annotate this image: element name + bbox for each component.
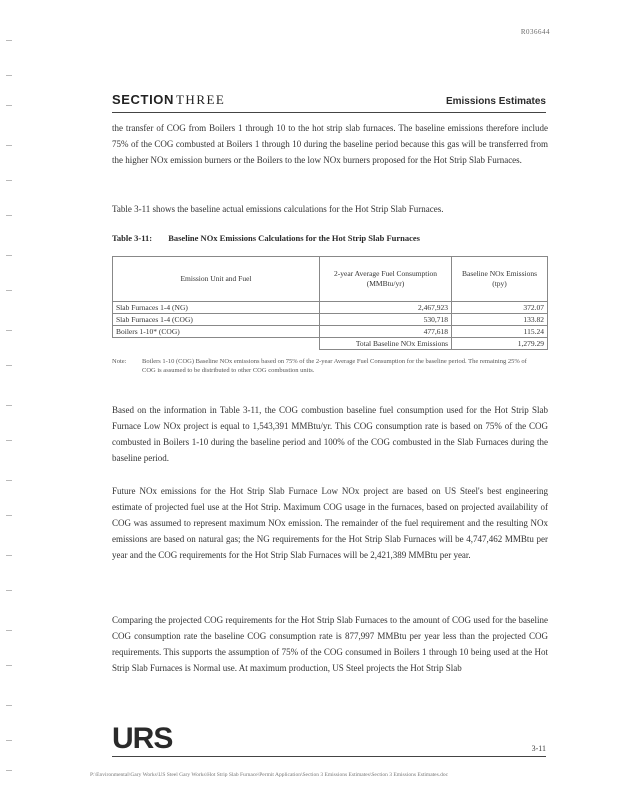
- page-number: 3-11: [531, 744, 546, 753]
- table-note: [112, 357, 548, 375]
- note-text: Boilers 1-10 (COG) Baseline NOx emissions based on 75% of the 2-year Average Fuel Consumption for the baseline period. The remaining 25% of COG is assumed to be distributed to other COG combustion units.: [142, 358, 527, 374]
- paragraph-intro: the transfer of COG from Boilers 1 through 10 to the hot strip slab furnaces. The baseline emissions therefore include 75% of the COG combusted at Boilers 1 through 10 during the baseline period because this gas will be transferred from the higher NOx emission burners or the Boilers to the low NOx burners proposed for the Hot Strip Slab Furnaces.: [112, 123, 548, 165]
- section-title: Emissions Estimates: [445, 96, 546, 107]
- cell-unit: Boilers 1-10* (COG): [113, 326, 320, 338]
- header-baseline-emissions: Baseline NOx Emissions (tpy): [452, 257, 548, 302]
- table-caption: Baseline NOx Emissions Calculations for the Hot Strip Slab Furnaces: [168, 233, 420, 243]
- paragraph-table-ref: Table 3-11 shows the baseline actual emissions calculations for the Hot Strip Slab Furnaces.: [112, 204, 444, 214]
- header-emission-unit: Emission Unit and Fuel: [113, 257, 320, 302]
- table-row: [113, 326, 548, 338]
- total-value: 1,279.29: [452, 338, 548, 350]
- header-rule: [112, 112, 546, 113]
- table-total-row: [113, 338, 548, 350]
- table-header-row: [113, 257, 548, 302]
- cell-fuel: 477,618: [320, 326, 452, 338]
- section-heading: [112, 92, 225, 108]
- cell-emissions: 133.82: [452, 314, 548, 326]
- table-number: Table 3-11:: [112, 233, 153, 243]
- cell-unit: Slab Furnaces 1-4 (COG): [113, 314, 320, 326]
- note-label: Note:: [112, 358, 127, 365]
- cell-fuel: 530,718: [320, 314, 452, 326]
- emissions-table: [112, 256, 548, 350]
- section-number: THREE: [175, 92, 226, 107]
- header-fuel-consumption: 2-year Average Fuel Consumption (MMBtu/yr): [320, 257, 452, 302]
- cell-emissions: 115.24: [452, 326, 548, 338]
- cell-unit: Slab Furnaces 1-4 (NG): [113, 302, 320, 314]
- paragraph-future-emissions: Future NOx emissions for the Hot Strip Slab Furnace Low NOx project are based on US Steel's best engineering estimate of projected fuel use at the Hot Strip. Maximum COG usage in the furnaces, based on projected availability of COG was assumed to represent maximum NOx emission. The remainder of the fuel requirement and the resulting NOx emissions are based on natural gas; the NG requirements for the Hot Strip Slab Furnaces will be 4,747,462 MMBtu per year and the COG requirements for the Hot Strip Slab Furnaces will be 2,421,389 MMBtu per year.: [112, 486, 548, 560]
- table-row: [113, 302, 548, 314]
- total-label: Total Baseline NOx Emissions: [320, 338, 452, 350]
- footer-path: P:\Environmental\Gary Works\US Steel Gary Works\Hot Strip Slab Furnace\Permit Application\Section 3 Emissions Estimates\Section 3 Emissions Estimates.doc: [90, 772, 449, 778]
- section-label: SECTION: [112, 92, 174, 107]
- document-id: R036644: [520, 28, 550, 36]
- cell-empty: [113, 338, 320, 350]
- urs-logo: URS: [112, 722, 173, 755]
- table-title: [112, 233, 420, 243]
- cell-fuel: 2,467,923: [320, 302, 452, 314]
- paragraph-consumption: Based on the information in Table 3-11, the COG combustion baseline fuel consumption used for the Hot Strip Slab Furnace Low NOx project is equal to 1,543,391 MMBtu/yr. This COG consumption rate is based on 75% of the COG combusted in Boilers 1-10 during the baseline period and 100% of the COG combusted in the Slab Furnaces during the baseline period.: [112, 405, 548, 463]
- table-row: [113, 314, 548, 326]
- paragraph-comparison: Comparing the projected COG requirements for the Hot Strip Slab Furnaces to the amount of COG used for the baseline COG consumption rate the baseline COG consumption rate is 877,997 MMBtu per year less than the projected COG requirements. This supports the assumption of 75% of the COG consumed in Boilers 1 through 10 being used at the Hot Strip Slab Furnaces is Normal use. At maximum production, US Steel projects the Hot Strip Slab: [112, 615, 548, 673]
- footer-rule: [112, 756, 546, 757]
- cell-emissions: 372.07: [452, 302, 548, 314]
